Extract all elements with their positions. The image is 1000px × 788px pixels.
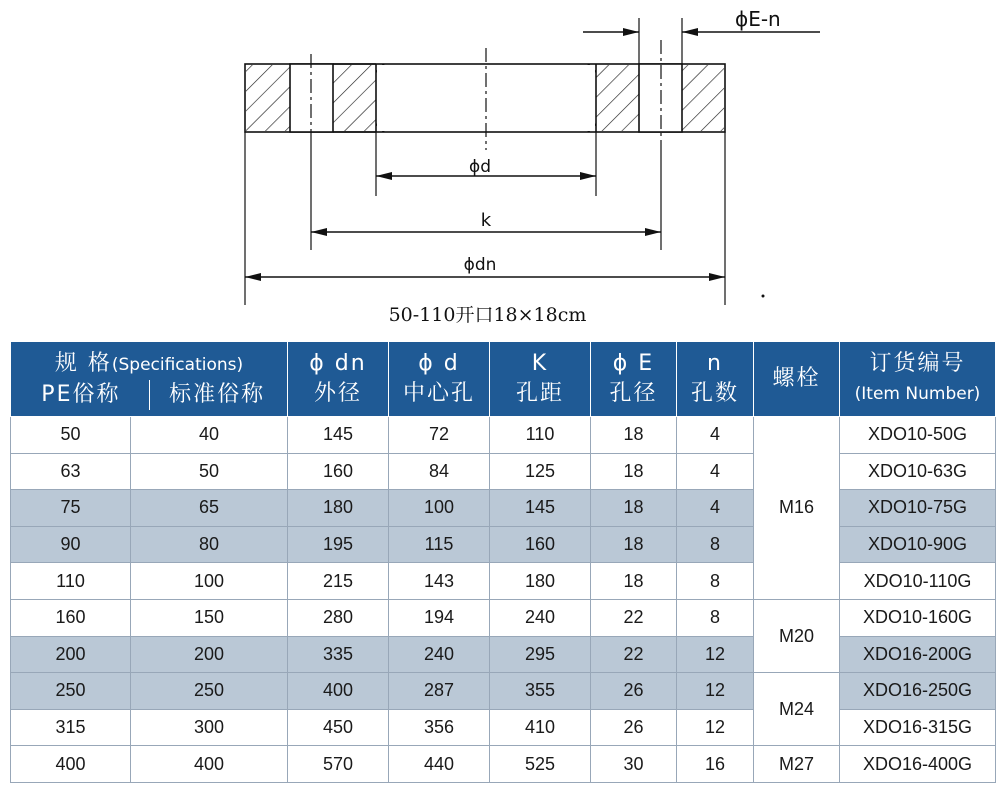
cell-bolt: M24	[754, 673, 840, 746]
table-row	[11, 636, 996, 673]
cell-std: 400	[131, 746, 288, 783]
cell-e: 22	[591, 636, 677, 673]
table-row	[11, 746, 996, 783]
flange-section	[245, 64, 725, 132]
cell-e: 18	[591, 563, 677, 600]
table-row	[11, 526, 996, 563]
header-n: n 孔数	[677, 342, 754, 417]
cell-item-number: XDO16-400G	[840, 746, 996, 783]
cell-k: 410	[490, 709, 591, 746]
cell-n: 8	[677, 599, 754, 636]
table-row	[11, 417, 996, 454]
cell-n: 4	[677, 417, 754, 454]
cell-std: 300	[131, 709, 288, 746]
cell-e: 18	[591, 526, 677, 563]
cell-e: 18	[591, 453, 677, 490]
header-item: 订货编号 (Item Number)	[840, 342, 996, 417]
cell-std: 200	[131, 636, 288, 673]
cell-e: 30	[591, 746, 677, 783]
cell-e: 26	[591, 709, 677, 746]
header-e: ϕ E 孔径	[591, 342, 677, 417]
cell-item-number: XDO16-250G	[840, 673, 996, 710]
cell-std: 80	[131, 526, 288, 563]
cell-n: 16	[677, 746, 754, 783]
table-row	[11, 453, 996, 490]
cell-dn: 400	[288, 673, 389, 710]
cell-pe: 400	[11, 746, 131, 783]
cell-n: 4	[677, 453, 754, 490]
cell-item-number: XDO10-160G	[840, 599, 996, 636]
cell-d: 194	[389, 599, 490, 636]
cell-e: 18	[591, 490, 677, 527]
spec-title: 规 格	[54, 350, 112, 376]
cell-item-number: XDO10-110G	[840, 563, 996, 600]
cell-k: 355	[490, 673, 591, 710]
table-row	[11, 709, 996, 746]
cell-k: 295	[490, 636, 591, 673]
pitch-label: k	[480, 210, 492, 231]
cell-bolt: M20	[754, 599, 840, 672]
cell-e: 18	[591, 417, 677, 454]
cell-d: 143	[389, 563, 490, 600]
cell-pe: 110	[11, 563, 131, 600]
pe-name-header: PE俗称	[13, 380, 149, 410]
header-k: K 孔距	[490, 342, 591, 417]
cell-k: 525	[490, 746, 591, 783]
cell-std: 40	[131, 417, 288, 454]
cell-d: 115	[389, 526, 490, 563]
header-row	[11, 342, 996, 417]
cell-dn: 180	[288, 490, 389, 527]
cell-item-number: XDO16-200G	[840, 636, 996, 673]
cell-n: 4	[677, 490, 754, 527]
header-dn: ϕ dn 外径	[288, 342, 389, 417]
cell-pe: 315	[11, 709, 131, 746]
table-row	[11, 673, 996, 710]
cell-std: 100	[131, 563, 288, 600]
cell-k: 180	[490, 563, 591, 600]
cell-n: 8	[677, 563, 754, 600]
cell-std: 65	[131, 490, 288, 527]
cell-std: 250	[131, 673, 288, 710]
cell-item-number: XDO10-75G	[840, 490, 996, 527]
cell-k: 110	[490, 417, 591, 454]
cell-pe: 250	[11, 673, 131, 710]
cell-item-number: XDO10-50G	[840, 417, 996, 454]
cell-d: 100	[389, 490, 490, 527]
cell-n: 8	[677, 526, 754, 563]
cell-pe: 50	[11, 417, 131, 454]
cell-dn: 450	[288, 709, 389, 746]
outer-label: ϕdn	[463, 255, 497, 275]
cell-item-number: XDO10-90G	[840, 526, 996, 563]
cell-d: 356	[389, 709, 490, 746]
cell-d: 240	[389, 636, 490, 673]
cell-dn: 195	[288, 526, 389, 563]
flange-drawing	[0, 0, 1000, 340]
spec-title-en: (Specifications)	[111, 354, 244, 375]
cell-e: 26	[591, 673, 677, 710]
cell-dn: 160	[288, 453, 389, 490]
cell-std: 50	[131, 453, 288, 490]
cell-n: 12	[677, 636, 754, 673]
cell-item-number: XDO10-63G	[840, 453, 996, 490]
cell-k: 240	[490, 599, 591, 636]
cell-d: 440	[389, 746, 490, 783]
std-name-header: 标准俗称	[169, 381, 266, 407]
header-spec	[11, 342, 288, 417]
cell-dn: 570	[288, 746, 389, 783]
cell-pe: 63	[11, 453, 131, 490]
cell-n: 12	[677, 709, 754, 746]
cell-pe: 200	[11, 636, 131, 673]
cell-d: 72	[389, 417, 490, 454]
cell-d: 84	[389, 453, 490, 490]
cell-n: 12	[677, 673, 754, 710]
table-row	[11, 563, 996, 600]
cell-pe: 90	[11, 526, 131, 563]
bore-label: ϕd	[468, 157, 492, 177]
table-row	[11, 599, 996, 636]
drawing-caption: 50-110开口18×18cm	[388, 304, 587, 326]
spec-table	[10, 341, 996, 783]
cell-pe: 75	[11, 490, 131, 527]
spec-table-body	[11, 417, 996, 783]
cell-d: 287	[389, 673, 490, 710]
cell-pe: 160	[11, 599, 131, 636]
cell-k: 145	[490, 490, 591, 527]
cell-bolt: M27	[754, 746, 840, 783]
cell-dn: 335	[288, 636, 389, 673]
cell-dn: 145	[288, 417, 389, 454]
cell-k: 125	[490, 453, 591, 490]
hole-label: ϕE-n	[735, 7, 781, 31]
cell-e: 22	[591, 599, 677, 636]
cell-k: 160	[490, 526, 591, 563]
table-row	[11, 490, 996, 527]
cell-bolt: M16	[754, 417, 840, 600]
cell-std: 150	[131, 599, 288, 636]
cell-item-number: XDO16-315G	[840, 709, 996, 746]
header-bolt: 螺栓	[754, 342, 840, 417]
dot-mark	[762, 295, 765, 298]
header-d: ϕ d 中心孔	[389, 342, 490, 417]
cell-dn: 280	[288, 599, 389, 636]
cell-dn: 215	[288, 563, 389, 600]
